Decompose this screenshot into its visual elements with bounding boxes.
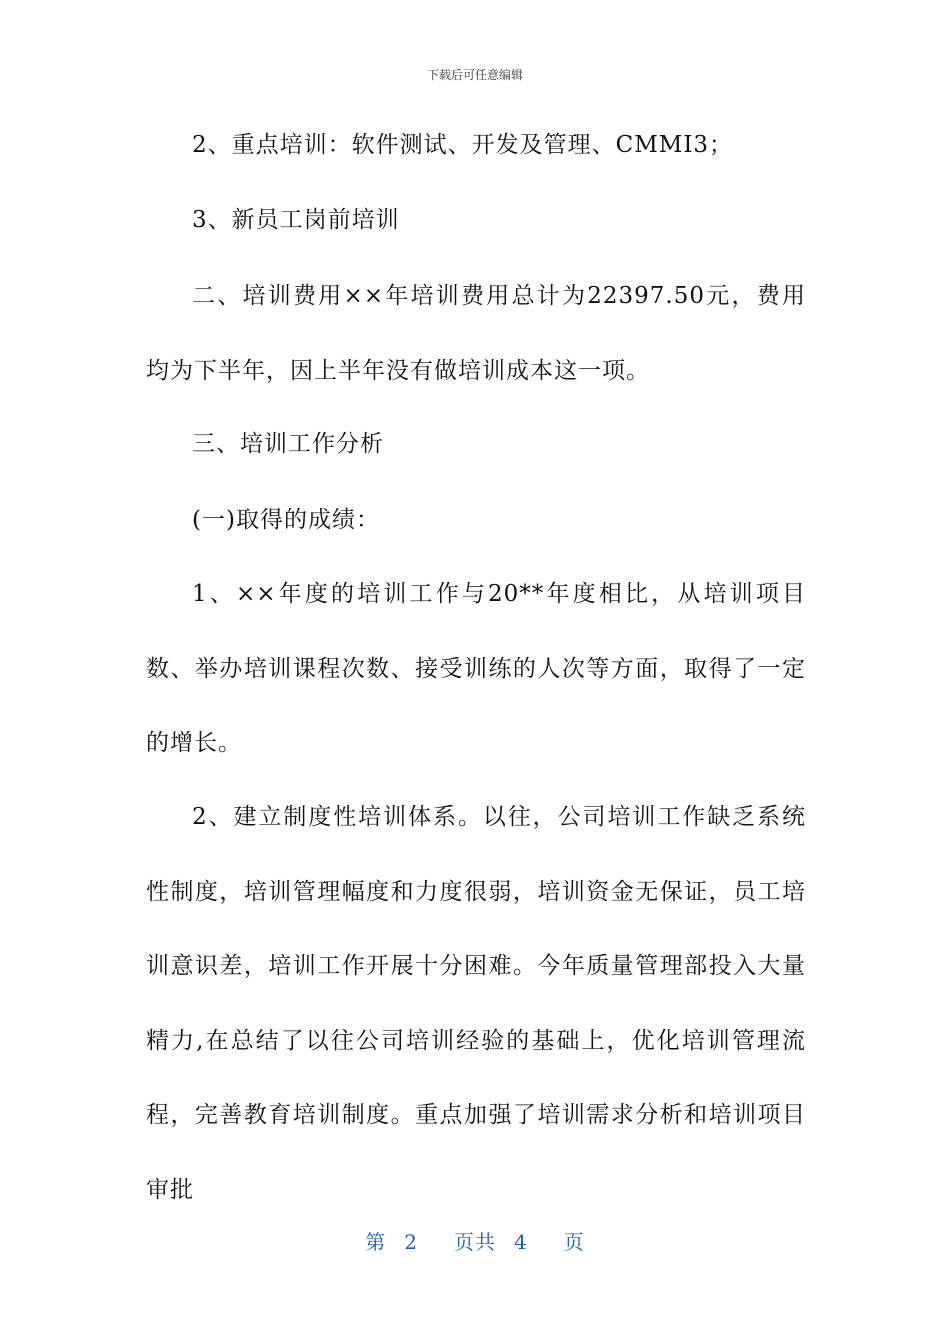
header-note: 下载后可任意编辑 [426, 68, 523, 82]
paragraph-achievement-1: 1、××年度的培训工作与20**年度相比，从培训项目数、举办培训课程次数、接受训练的人次等方面，取得了一定的增长。 [146, 581, 806, 756]
paragraph-training-cost: 二、培训费用××年培训费用总计为22397.50元，费用均为下半年，因上半年没有做培训成本这一项。 [146, 283, 806, 384]
footer-middle: 页共 [454, 1230, 496, 1254]
footer-prefix: 第 [365, 1230, 387, 1254]
paragraph-achievement-2: 2、建立制度性培训体系。以往，公司培训工作缺乏系统性制度，培训管理幅度和力度很弱，培训资金无保证，员工培训意识差，培训工作开展十分困难。今年质量管理部投入大量精力,在总结了以往公司培训经验的基础上，优化培训管理流程，完善教育培训制度。重点加强了培训需求分析和培训项目审批 [146, 804, 806, 1203]
paragraph-key-training: 2、重点培训：软件测试、开发及管理、CMMI3； [192, 132, 734, 158]
footer-current-page: 2 [404, 1230, 418, 1254]
footer-suffix: 页 [563, 1230, 585, 1254]
section-heading-analysis: 三、培训工作分析 [192, 431, 384, 457]
page-footer [0, 1226, 950, 1255]
subsection-heading-achievements: (一)取得的成绩： [192, 507, 380, 533]
paragraph-new-staff-training: 3、新员工岗前培训 [192, 207, 400, 233]
footer-total-pages: 4 [514, 1230, 528, 1254]
